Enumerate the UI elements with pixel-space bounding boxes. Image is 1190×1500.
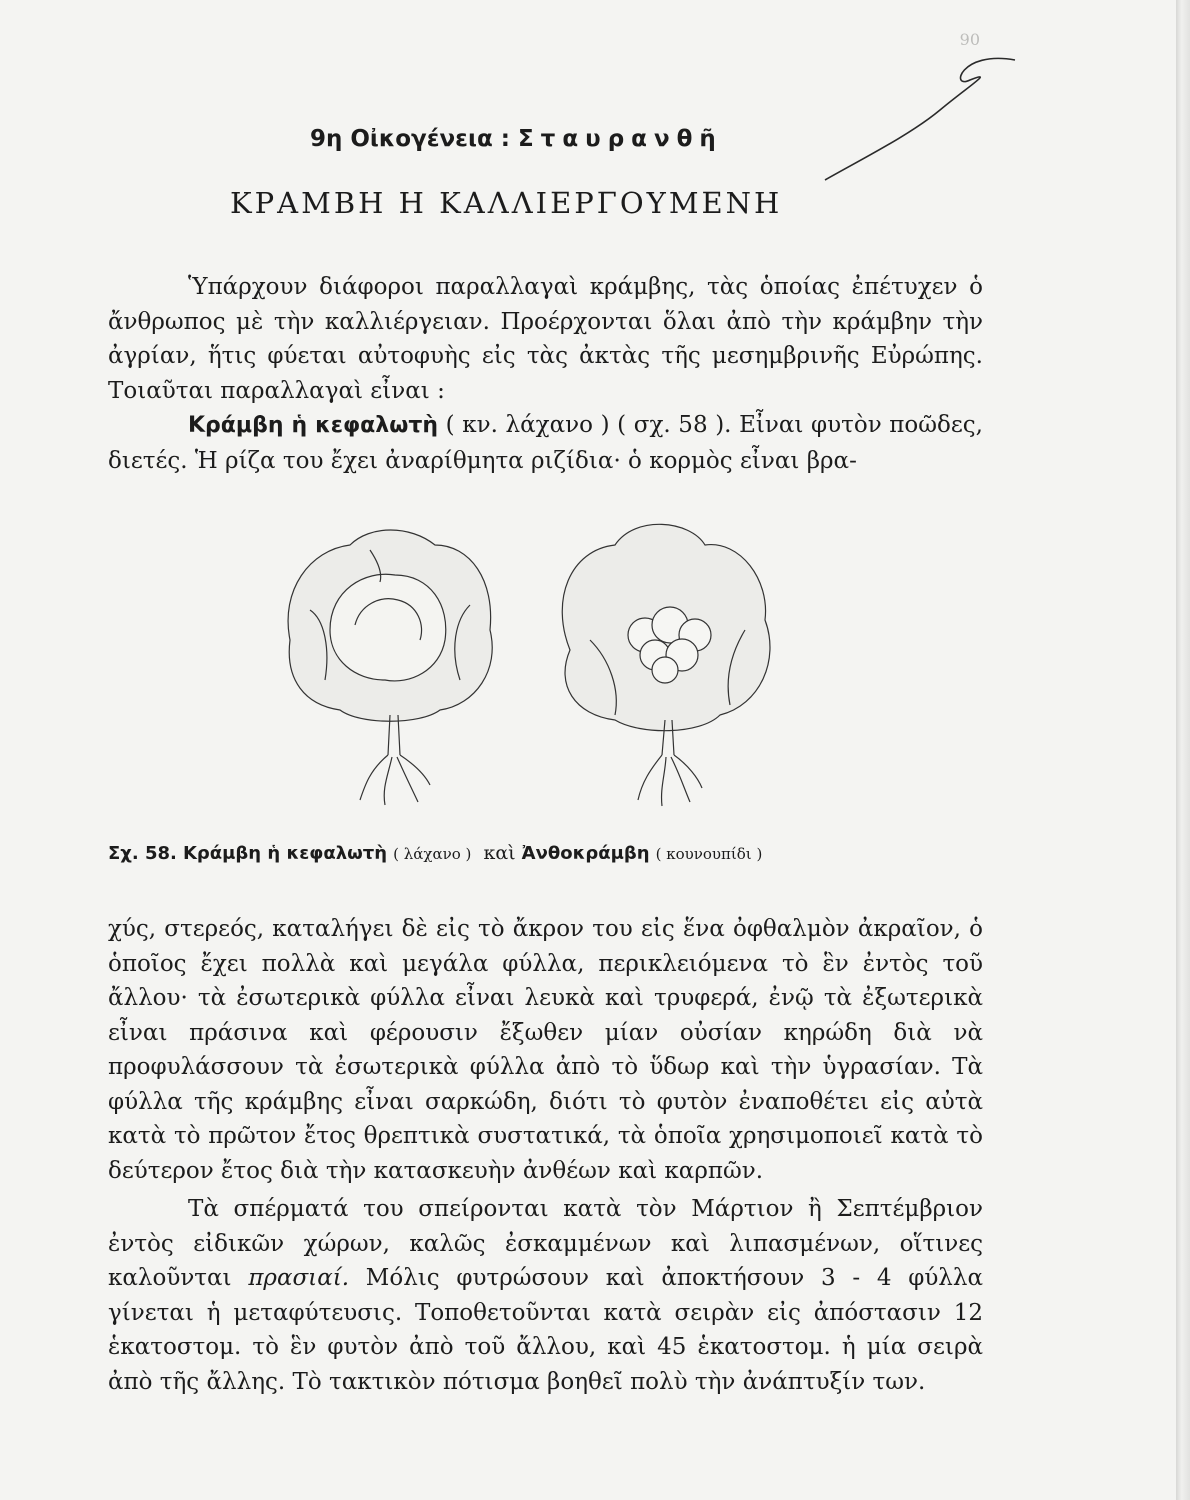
sowing-emphasis: πρασιαί. <box>248 1265 350 1291</box>
family-heading-prefix: 9η Οἰκογένεια : <box>310 126 510 152</box>
family-heading <box>310 126 830 152</box>
sowing-paragraph-block <box>108 1192 983 1399</box>
intro-paragraph-text: Ὑπάρχουν διάφοροι παραλλαγαὶ κράμβης, τὰς ὁποίας ἐπέτυχεν ὁ ἄνθρωπος μὲ τὴν καλλιέργειαν. Προέρχονται ὅλαι ἀπὸ τὴν κράμβην τὴν ἀγρίαν, ἥτις φύεται αὐτοφυὴς εἰς τὰς ἀκτὰς τῆς μεσημβρινῆς Εὐρώπης. Τοιαῦται παραλλαγαὶ εἶναι : <box>108 274 983 404</box>
caption-and: καὶ <box>483 842 516 864</box>
figure-caption <box>108 842 988 864</box>
intro-paragraph <box>108 270 983 408</box>
species-paragraph-block <box>108 408 983 478</box>
caption-term-cauliflower: Ἀνθοκράμβη <box>521 843 650 864</box>
sowing-text-after: Μόλις φυτρώσουν καὶ ἀποκτήσουν 3 - 4 φύλλα γίνεται ἡ μεταφύτευσις. Τοποθετοῦνται κατὰ σειρὰν εἰς ἀπόστασιν 12 ἑκατοστομ. τὸ ἓν φυτὸν ἀπὸ τοῦ ἄλλου, καὶ 45 ἑκατοστομ. ἡ μία σειρὰ ἀπὸ τῆς ἄλλης. Τὸ τακτικὸν πότισμα βοηθεῖ πολὺ τὴν ἀνάπτυξίν των. <box>108 1265 983 1395</box>
cauliflower-illustration-icon <box>562 524 770 806</box>
page-title: ΚΡΑΜΒΗ Η ΚΑΛΛΙΕΡΓΟΥΜΕΝΗ <box>230 186 783 220</box>
continuation-paragraph: χύς, στερεός, καταλήγει δὲ εἰς τὸ ἄκρον του εἰς ἕνα ὀφθαλμὸν ἀκραῖον, ὁ ὁποῖος ἔχει πολλὰ καὶ μεγάλα φύλλα, περικλειόμενα τὸ ἓν ἐντὸς τοῦ ἄλλου· τὰ ἐσωτερικὰ φύλλα εἶναι λευκὰ καὶ τρυφερά, ἐνῷ τὰ ἐξωτερικὰ εἶναι πράσινα καὶ φέρουσιν ἔξωθεν μίαν οὐσίαν κηρώδη διὰ νὰ προφυλάσσουν τὰ ἐσωτερικὰ φύλλα ἀπὸ τὸ ὕδωρ καὶ τὴν ὑγρασίαν. Τὰ φύλλα τῆς κράμβης εἶναι σαρκώδη, διότι τὸ φυτὸν ἐναποθέτει εἰς αὐτὰ κατὰ τὸ πρῶτον ἔτος θρεπτικὰ συστατικά, τὰ ὁποῖα χρησιμοποιεῖ κατὰ τὸ δεύτερον ἔτος διὰ τὴν κατασκευὴν ἀνθέων καὶ καρπῶν. <box>108 916 983 1184</box>
caption-note-cauliflower: ( κουνουπίδι ) <box>655 845 763 863</box>
species-paragraph <box>108 408 983 478</box>
caption-term-cabbage: Κράμβη ἡ κεφαλωτὴ <box>182 843 388 864</box>
species-text: ( κν. λάχανο ) ( σχ. 58 ). Εἶναι φυτὸν ποῶδες, διετές. Ἡ ρίζα του ἔχει ἀναρίθμητα ριζίδια· ὁ κορμὸς εἶναι βρα- <box>108 412 983 474</box>
sowing-text-before: Τὰ σπέρματά του σπείρονται κατὰ τὸν Μάρτιον ἢ Σεπτέμβριον ἐντὸς εἰδικῶν χώρων, καλῶς ἐσκαμμένων καὶ λιπασμένων, οἵτινες καλοῦνται <box>108 1196 983 1291</box>
family-heading-name: Σταυρανθῆ <box>517 126 723 152</box>
intro-paragraph-block <box>108 270 983 408</box>
pen-stroke-mark-icon <box>820 40 1020 190</box>
sowing-paragraph <box>108 1192 983 1399</box>
page-number: 90 <box>959 30 980 49</box>
caption-note-cabbage: ( λάχανο ) <box>393 845 472 863</box>
cabbage-illustration-icon <box>288 530 492 805</box>
page-edge <box>1176 0 1190 1500</box>
species-term: Κράμβη ἡ κεφαλωτὴ <box>188 413 439 438</box>
continuation-paragraph-block <box>108 912 983 1188</box>
figure-58 <box>270 520 830 830</box>
caption-label: Σχ. 58. <box>108 843 177 864</box>
